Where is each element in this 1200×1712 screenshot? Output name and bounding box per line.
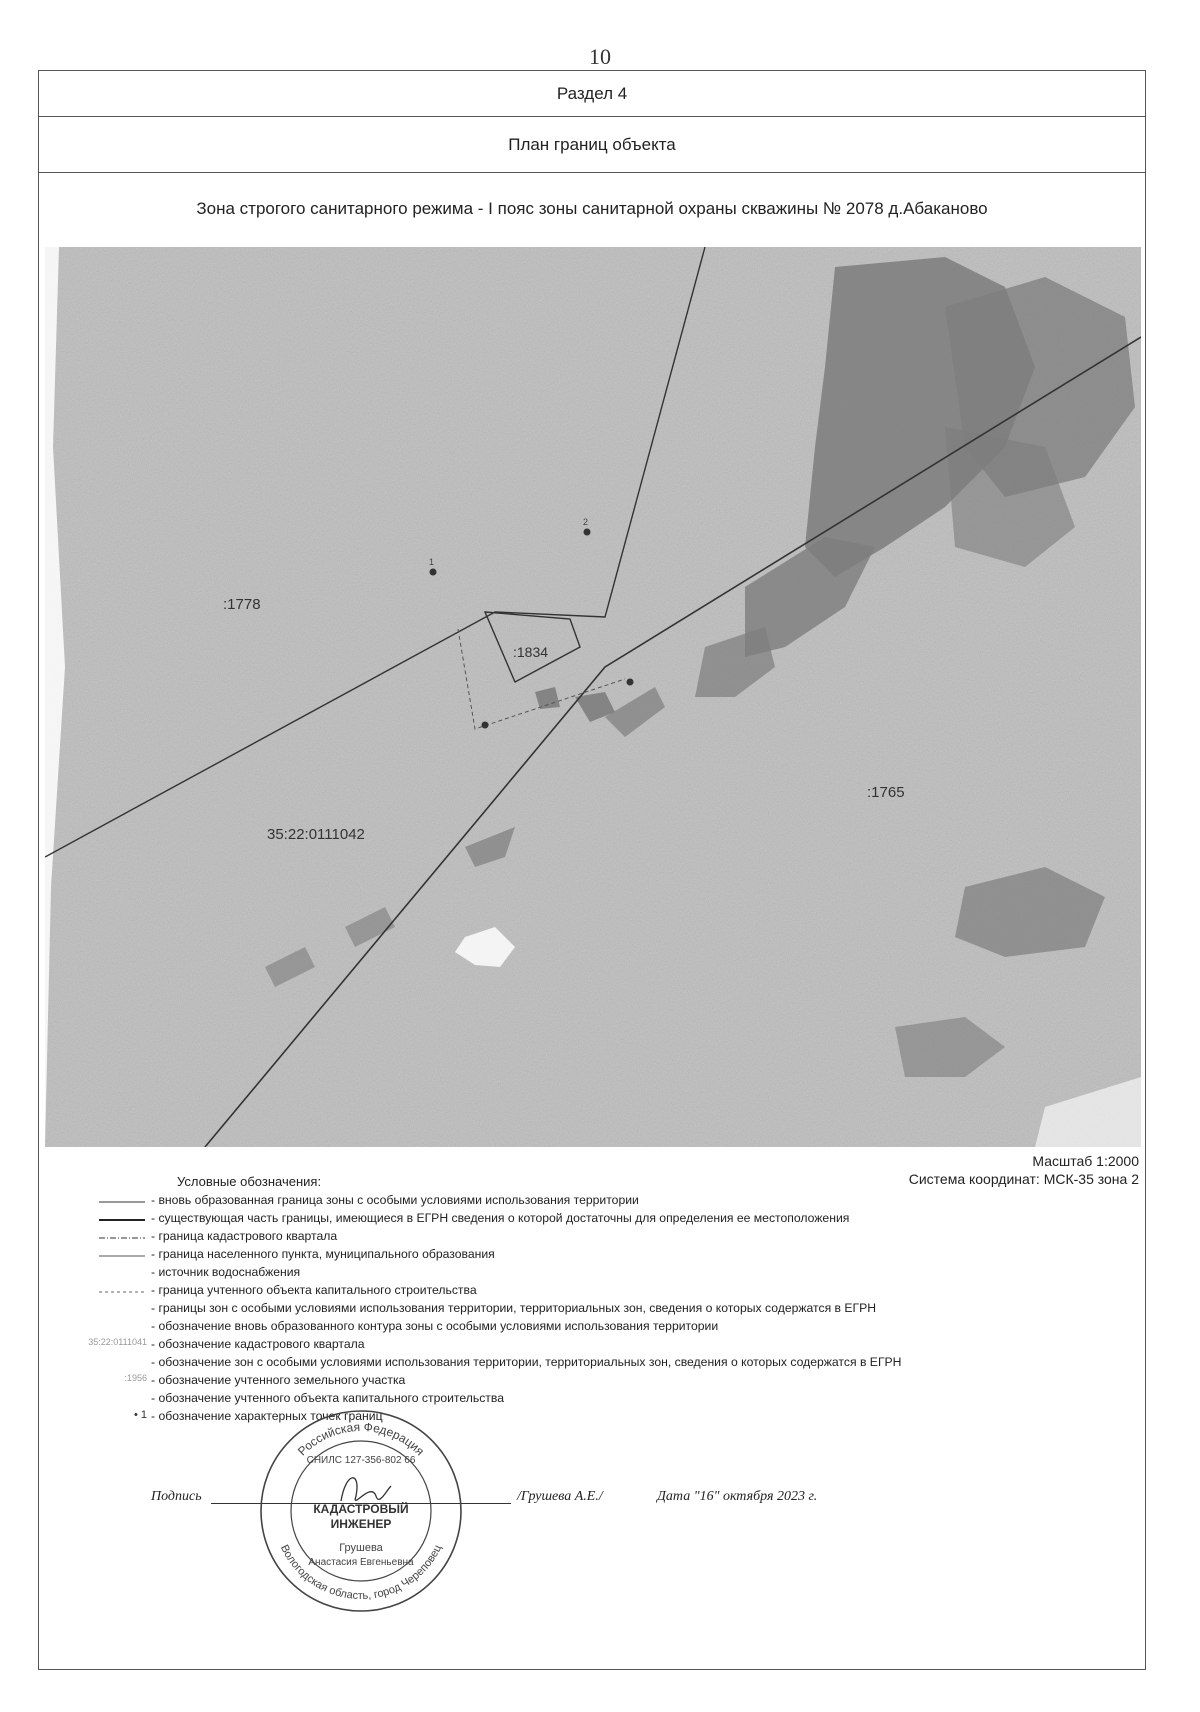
label-parcel-1765: :1765 (867, 784, 905, 801)
legend-item (39, 1355, 1039, 1373)
boundary-point-4 (482, 722, 489, 729)
legend-text: - обозначение вновь образованного контура зоны с особыми условиями использования территории (151, 1319, 719, 1333)
legend-text: - обозначение характерных точек границ (151, 1409, 383, 1423)
point-label-2: 2 (583, 517, 589, 527)
label-quarter: 35:22:0111042 (267, 826, 365, 843)
legend-item (39, 1283, 1039, 1301)
legend-symbol (39, 1247, 147, 1265)
legend-symbol (39, 1193, 147, 1211)
document-sheet (38, 70, 1146, 1670)
signature-label: Подпись (151, 1489, 202, 1504)
legend-symbol (39, 1319, 147, 1337)
legend-text: - границы зон с особыми условиями использования территории, территориальных зон, сведения о которых содержатся в ЕГРН (151, 1301, 877, 1315)
legend-text: - граница кадастрового квартала (151, 1229, 338, 1243)
legend-title: Условные обозначения: (177, 1174, 322, 1189)
legend-symbol (39, 1229, 147, 1247)
svg-text:ИНЖЕНЕР: ИНЖЕНЕР (330, 1517, 392, 1531)
legend-text: - обозначение учтенного земельного участка (151, 1373, 406, 1387)
svg-text:Российская Федерация: Российская Федерация (295, 1419, 428, 1459)
label-parcel-1834: :1834 (513, 644, 549, 660)
page-number: 10 (589, 44, 611, 69)
boundary-point-3 (627, 679, 634, 686)
svg-text:Вологодская область, город Чер: Вологодская область, город Череповец (277, 1542, 445, 1603)
svg-text:Грушева: Грушева (339, 1542, 383, 1554)
svg-text:Анастасия Евгеньевна: Анастасия Евгеньевна (308, 1557, 414, 1568)
legend-text: - граница учтенного объекта капитального строительства (151, 1283, 477, 1297)
legend-symbol (39, 1211, 147, 1229)
handwritten-signature (341, 1478, 391, 1501)
legend-item (39, 1301, 1039, 1319)
signature-name: /Грушева А.Е./ (517, 1489, 603, 1504)
boundary-point-1 (430, 569, 437, 576)
signature-block (39, 1401, 1147, 1671)
zone-title: Зона строгого санитарного режима - I пояс зоны санитарной охраны скважины № 2078 д.Абаканово (196, 199, 988, 218)
label-parcel-1778: :1778 (223, 596, 261, 613)
coordinate-system: Система координат: МСК-35 зона 2 (908, 1171, 1139, 1187)
legend-symbol: 35:22:0111041 (88, 1337, 147, 1347)
legend-symbol (39, 1283, 147, 1301)
legend-symbol: • 1 (133, 1409, 147, 1421)
legend-item (39, 1373, 1039, 1391)
legend-text: - обозначение учтенного объекта капитального строительства (151, 1391, 505, 1405)
legend-item (39, 1247, 1039, 1265)
legend-text: - обозначение кадастрового квартала (151, 1337, 365, 1351)
plan-title: План границ объекта (39, 117, 1145, 173)
map-scale: Масштаб 1:2000 (1032, 1153, 1139, 1169)
legend-symbol (39, 1355, 147, 1373)
legend-text: - граница населенного пункта, муниципального образования (151, 1247, 495, 1261)
legend-item (39, 1319, 1039, 1337)
legend-symbol: :1956 (124, 1373, 147, 1383)
legend-text: - существующая часть границы, имеющиеся в ЕГРН сведения о которой достаточны для определения ее местоположения (151, 1211, 850, 1225)
signature-date: Дата "16" октября 2023 г. (657, 1489, 818, 1504)
cadastral-engineer-stamp-icon (251, 1401, 471, 1621)
point-label-1: 1 (429, 557, 435, 567)
boundary-map (45, 247, 1141, 1147)
svg-text:СНИЛС 127-356-802 66: СНИЛС 127-356-802 66 (306, 1455, 416, 1466)
legend-text: - обозначение зон с особыми условиями использования территории, территориальных зон, сведения о которых содержатся в ЕГРН (151, 1355, 902, 1369)
svg-text:КАДАСТРОВЫЙ: КАДАСТРОВЫЙ (313, 1502, 409, 1516)
legend-symbol (39, 1301, 147, 1319)
legend-item (39, 1265, 1039, 1283)
section-header: Раздел 4 (39, 71, 1145, 117)
legend-text: - источник водоснабжения (151, 1265, 301, 1279)
legend-symbol (39, 1265, 147, 1283)
legend-text: - вновь образованная граница зоны с особыми условиями использования территории (151, 1193, 639, 1207)
legend-item (39, 1211, 1039, 1229)
legend-item (39, 1193, 1039, 1211)
boundary-point-2 (584, 529, 591, 536)
legend-item (39, 1229, 1039, 1247)
legend-item (39, 1337, 1039, 1355)
